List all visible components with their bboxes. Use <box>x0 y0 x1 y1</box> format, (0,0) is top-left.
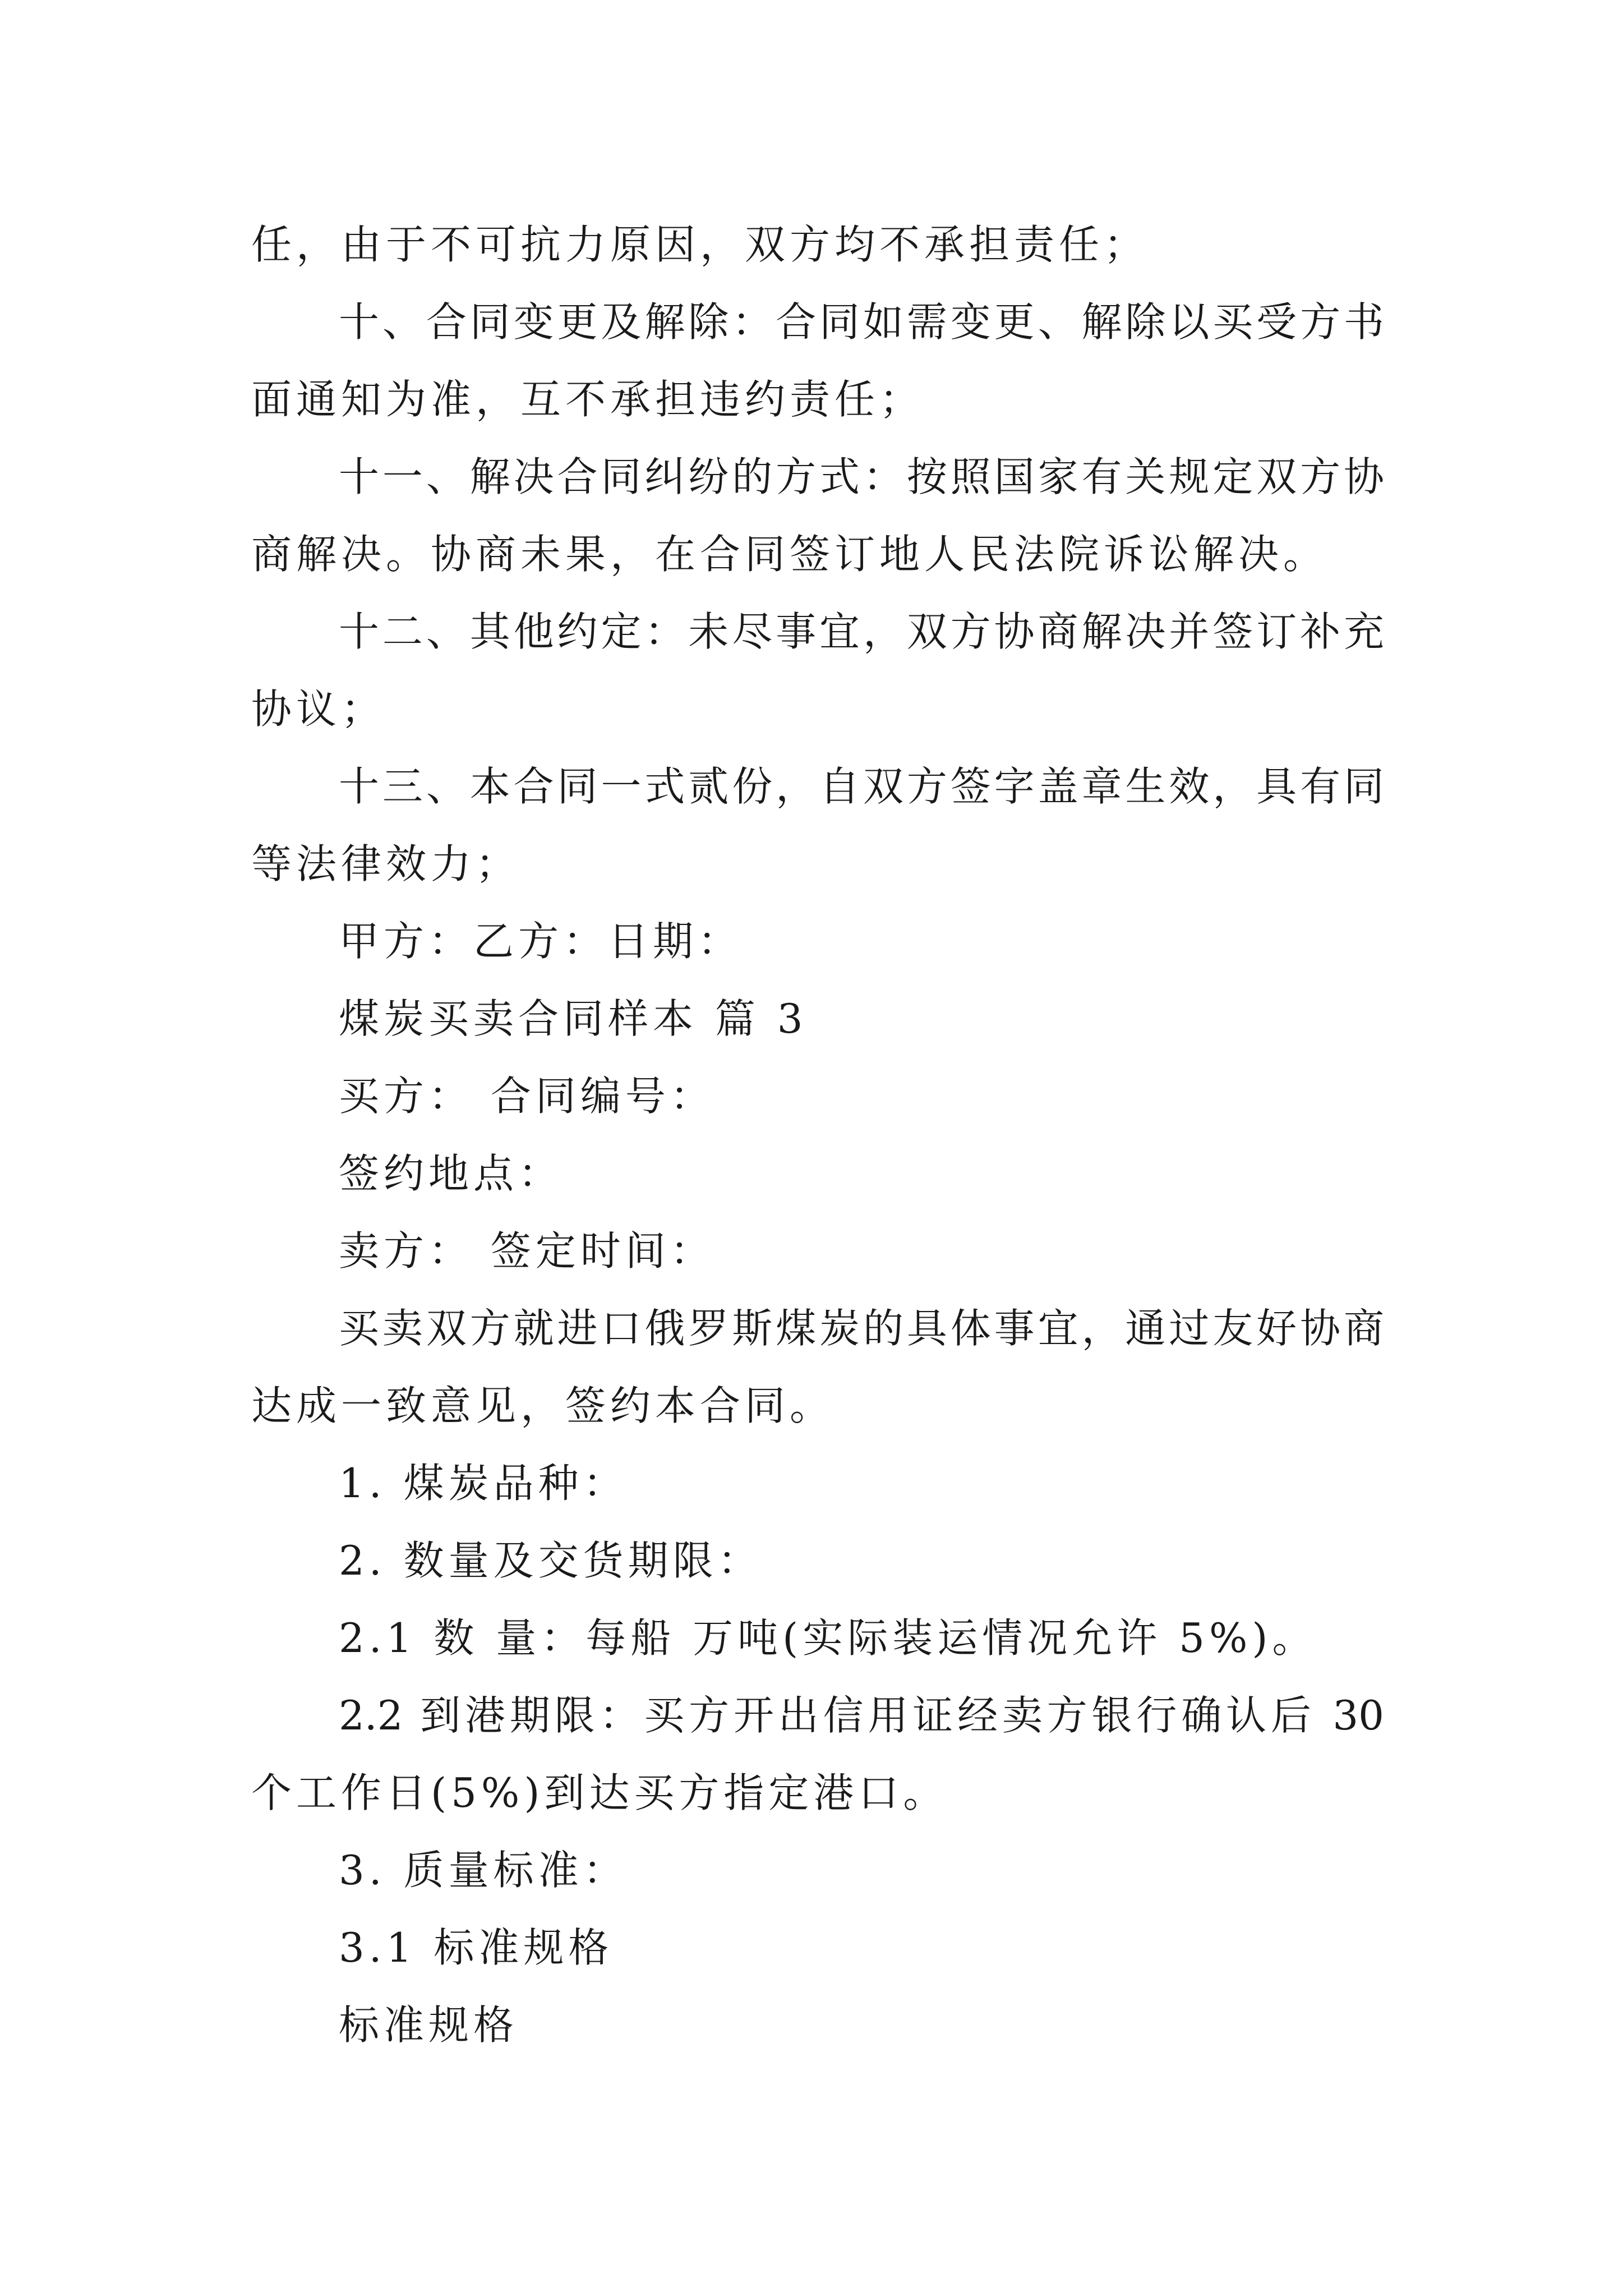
text-line: 甲方：乙方：日期： <box>339 918 743 965</box>
text-line: 十三、本合同一式贰份，自双方签字盖章生效，具有同 <box>339 763 1384 810</box>
text-line: 2.1 数 量：每船 万吨(实际装运情况允许 5%)。 <box>339 1614 1317 1662</box>
text-line: 买方： 合同编号： <box>339 1073 715 1120</box>
text-line: 任，由于不可抗力原因，双方均不承担责任； <box>251 221 1149 268</box>
text-line: 商解决。协商未果，在合同签订地人民法院诉讼解决。 <box>251 531 1329 578</box>
text-line: 十一、解决合同纠纷的方式：按照国家有关规定双方协 <box>339 453 1384 500</box>
text-line: 达成一致意见，签约本合同。 <box>251 1382 835 1429</box>
text-line: 2.2 到港期限：买方开出信用证经卖方银行确认后 30 <box>339 1692 1384 1739</box>
text-line: 买卖双方就进口俄罗斯煤炭的具体事宜，通过友好协商 <box>339 1305 1384 1352</box>
text-line: 3.1 标准规格 <box>339 1924 614 1971</box>
text-line: 十二、其他约定：未尽事宜，双方协商解决并签订补充 <box>339 608 1384 655</box>
text-line: 1. 煤炭品种： <box>339 1460 628 1507</box>
text-line: 等法律效力； <box>251 840 521 887</box>
text-line: 个工作日(5%)到达买方指定港口。 <box>251 1769 948 1816</box>
text-line: 签约地点： <box>339 1150 564 1197</box>
text-line: 面通知为准，互不承担违约责任； <box>251 376 925 423</box>
text-line: 3. 质量标准： <box>339 1847 628 1894</box>
text-line: 2. 数量及交货期限： <box>339 1537 763 1584</box>
text-line: 协议； <box>251 685 386 733</box>
text-line: 标准规格 <box>339 2001 519 2049</box>
section-heading: 煤炭买卖合同样本 篇 3 <box>339 995 808 1042</box>
text-line: 十、合同变更及解除：合同如需变更、解除以买受方书 <box>339 298 1384 346</box>
text-line: 卖方： 签定时间： <box>339 1227 715 1274</box>
